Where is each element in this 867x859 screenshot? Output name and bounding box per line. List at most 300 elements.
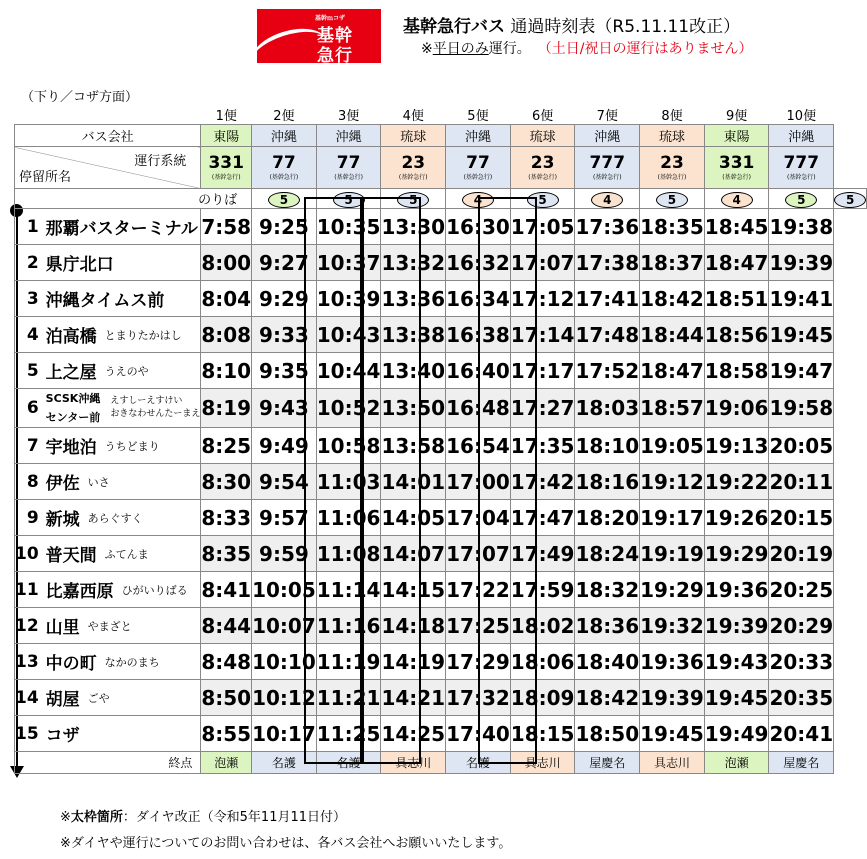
departure-time: 11:25 — [316, 716, 381, 752]
route-number-cell — [704, 147, 769, 189]
departure-time: 11:08 — [316, 536, 381, 572]
route-number-cell — [446, 147, 511, 189]
stop-number — [15, 716, 42, 752]
departure-time: 20:19 — [769, 536, 834, 572]
trip-number: 8便 — [640, 105, 705, 125]
departure-time: 18:51 — [704, 281, 769, 317]
stop-number — [15, 500, 42, 536]
bus-company: 東陽 — [201, 125, 252, 147]
departure-time: 10:44 — [316, 353, 381, 389]
departure-time: 20:25 — [769, 572, 834, 608]
stop-name: 那覇バスターミナル — [45, 219, 198, 239]
departure-time: 17:25 — [446, 608, 511, 644]
departure-time: 9:27 — [252, 245, 317, 281]
terminus: 名護 — [252, 752, 317, 774]
stop-name: 上之屋 — [45, 363, 97, 383]
departure-time: 13:40 — [381, 353, 446, 389]
departure-time: 13:58 — [381, 428, 446, 464]
stop-number — [15, 245, 42, 281]
departure-time: 19:26 — [704, 500, 769, 536]
route-type: (基幹急行) — [334, 173, 363, 181]
stop-name-cell — [42, 428, 201, 464]
departure-time: 18:15 — [510, 716, 575, 752]
route-number-cell — [510, 147, 575, 189]
note-revision-text: ：ダイヤ改正（令和5年11月11日付） — [122, 810, 347, 825]
route-number-cell — [201, 147, 252, 189]
departure-time: 14:25 — [381, 716, 446, 752]
platform-badge: 5 — [333, 192, 365, 208]
stop-number-text: 10 — [15, 543, 39, 564]
departure-time: 20:33 — [769, 644, 834, 680]
stop-kana: ひがいりばる — [121, 583, 188, 597]
departure-time: 17:04 — [446, 500, 511, 536]
departure-time: 19:32 — [640, 608, 705, 644]
trip-number: 9便 — [704, 105, 769, 125]
terminus: 具志川 — [381, 752, 446, 774]
stop-name-cell — [42, 536, 201, 572]
stop-name: SCSK沖縄 — [45, 392, 101, 405]
departure-time: 19:43 — [704, 644, 769, 680]
stop-name-cell — [42, 572, 201, 608]
route-label: 運行系統 — [134, 154, 187, 169]
stop-kana-line2: おきなわせんたーまえ — [110, 409, 201, 419]
stop-row — [14, 680, 867, 716]
departure-time: 8:41 — [201, 572, 252, 608]
stop-name: 胡屋 — [45, 690, 80, 710]
stop-row — [14, 245, 867, 281]
route-number: 23 — [660, 152, 684, 173]
route-row — [14, 147, 867, 189]
departure-time: 14:07 — [381, 536, 446, 572]
note-revision — [60, 806, 346, 825]
departure-time: 19:47 — [769, 353, 834, 389]
route-number: 331 — [718, 152, 755, 173]
departure-time: 20:11 — [769, 464, 834, 500]
trip-number: 10便 — [769, 105, 834, 125]
departure-time: 8:55 — [201, 716, 252, 752]
departure-time: 17:22 — [446, 572, 511, 608]
stop-row — [14, 500, 867, 536]
stop-name: 伊佐 — [45, 474, 80, 494]
page-subtitle — [421, 38, 752, 58]
subtitle-holiday-note: （土日/祝日の運行はありません） — [544, 41, 753, 57]
note-contact: ※ダイヤや運行についてのお問い合わせは、各バス会社へお願いいたします。 — [60, 836, 512, 851]
stop-row — [14, 428, 867, 464]
departure-time: 17:35 — [510, 428, 575, 464]
platform-badge: 5 — [656, 192, 688, 208]
stop-name-cell — [42, 716, 201, 752]
departure-time: 16:48 — [446, 389, 511, 428]
departure-time: 17:12 — [510, 281, 575, 317]
departure-time: 8:08 — [201, 317, 252, 353]
stop-row — [14, 317, 867, 353]
stop-name: 県庁北口 — [45, 255, 114, 275]
departure-time: 14:21 — [381, 680, 446, 716]
departure-time: 18:32 — [575, 572, 640, 608]
note-bold-frame: 太枠箇所 — [70, 810, 123, 825]
route-number-cell — [575, 147, 640, 189]
stop-number-text: 11 — [15, 579, 39, 600]
stop-kana: ごや — [87, 691, 110, 705]
stop-kana: えすしーえすけい — [110, 396, 183, 406]
route-type: (基幹急行) — [592, 173, 622, 181]
bus-company-row — [14, 125, 867, 147]
stop-name: 中の町 — [45, 654, 97, 674]
route-type: (基幹急行) — [211, 173, 241, 181]
bus-company: 琉球 — [640, 125, 705, 147]
departure-time: 11:21 — [316, 680, 381, 716]
departure-time: 18:24 — [575, 536, 640, 572]
departure-time: 17:17 — [510, 353, 575, 389]
departure-time: 10:05 — [252, 572, 317, 608]
platform-cell — [834, 189, 867, 209]
route-type: (基幹急行) — [786, 173, 816, 181]
departure-time: 20:35 — [769, 680, 834, 716]
departure-time: 8:33 — [201, 500, 252, 536]
departure-time: 17:05 — [510, 209, 575, 245]
departure-time: 17:47 — [510, 500, 575, 536]
stop-number — [15, 281, 42, 317]
stop-row — [14, 281, 867, 317]
departure-time: 8:44 — [201, 608, 252, 644]
departure-time: 8:35 — [201, 536, 252, 572]
stop-name: 泊高橋 — [45, 327, 97, 347]
platform-badge: 4 — [721, 192, 753, 208]
platform-badge: 5 — [834, 192, 866, 208]
timetable — [14, 105, 867, 774]
departure-time: 8:19 — [201, 389, 252, 428]
bus-company: 沖縄 — [446, 125, 511, 147]
departure-time: 18:37 — [640, 245, 705, 281]
stop-row — [14, 716, 867, 752]
departure-time: 8:00 — [201, 245, 252, 281]
stop-kana: なかのまち — [104, 655, 160, 669]
route-number: 77 — [466, 152, 490, 173]
departure-time: 10:35 — [316, 209, 381, 245]
departure-time: 18:16 — [575, 464, 640, 500]
departure-time: 19:13 — [704, 428, 769, 464]
stop-number-text: 8 — [26, 471, 39, 492]
departure-time: 17:00 — [446, 464, 511, 500]
departure-time: 19:58 — [769, 389, 834, 428]
departure-time: 18:06 — [510, 644, 575, 680]
bus-company: 琉球 — [510, 125, 575, 147]
departure-time: 18:47 — [640, 353, 705, 389]
stop-name: 新城 — [45, 510, 80, 530]
departure-time: 11:19 — [316, 644, 381, 680]
departure-time: 10:10 — [252, 644, 317, 680]
stop-number — [15, 608, 42, 644]
departure-time: 18:45 — [704, 209, 769, 245]
platform-cell — [575, 189, 640, 209]
departure-time: 14:19 — [381, 644, 446, 680]
trip-number: 3便 — [316, 105, 381, 125]
departure-time: 19:05 — [640, 428, 705, 464]
stop-row — [14, 389, 867, 428]
departure-time: 19:38 — [769, 209, 834, 245]
route-type: (基幹急行) — [398, 173, 428, 181]
departure-time: 19:39 — [704, 608, 769, 644]
stop-row — [14, 644, 867, 680]
departure-time: 19:49 — [704, 716, 769, 752]
route-number: 23 — [401, 152, 426, 173]
departure-time: 19:29 — [640, 572, 705, 608]
departure-time: 18:42 — [575, 680, 640, 716]
departure-time: 9:43 — [252, 389, 317, 428]
stop-number-text: 12 — [15, 615, 39, 636]
stop-kana: ふてんま — [104, 547, 149, 561]
stop-name: 普天間 — [45, 546, 97, 566]
trip-number: 7便 — [575, 105, 640, 125]
route-number-cell — [316, 147, 381, 189]
stop-name-cell — [42, 644, 201, 680]
route-type: (基幹急行) — [463, 173, 493, 181]
stop-kana: やまざと — [87, 619, 132, 633]
bus-company: 沖縄 — [316, 125, 381, 147]
stop-kana: いさ — [87, 475, 110, 489]
platform-badge: 5 — [785, 192, 817, 208]
bus-company: 沖縄 — [252, 125, 317, 147]
departure-time: 18:35 — [640, 209, 705, 245]
logo-small-text: 基幹ｍコザ — [315, 15, 346, 22]
departure-time: 19:41 — [769, 281, 834, 317]
platform-cell — [640, 189, 705, 209]
stop-name-line2: センター前 — [45, 411, 101, 424]
stop-row — [14, 464, 867, 500]
route-number: 777 — [589, 152, 626, 173]
route-number: 77 — [336, 152, 361, 173]
stop-number — [15, 680, 42, 716]
route-type: (基幹急行) — [657, 173, 687, 181]
departure-time: 8:10 — [201, 353, 252, 389]
departure-time: 13:32 — [381, 245, 446, 281]
stop-number-text: 2 — [26, 252, 39, 273]
platform-label-text: のりば — [198, 193, 238, 208]
stop-row — [14, 353, 867, 389]
platform-cell — [769, 189, 834, 209]
subtitle-suffix: 運行。 — [488, 41, 531, 57]
departure-time: 20:05 — [769, 428, 834, 464]
departure-time: 18:56 — [704, 317, 769, 353]
stop-number — [15, 644, 42, 680]
departure-time: 8:48 — [201, 644, 252, 680]
stop-number-text: 14 — [15, 687, 39, 708]
terminus: 泡瀬 — [704, 752, 769, 774]
departure-time: 18:09 — [510, 680, 575, 716]
departure-time: 18:03 — [575, 389, 640, 428]
kikan-kyuko-logo — [257, 9, 381, 66]
bus-company: 沖縄 — [769, 125, 834, 147]
stop-number — [15, 536, 42, 572]
stop-number — [15, 353, 42, 389]
departure-time: 18:47 — [704, 245, 769, 281]
departure-time: 11:06 — [316, 500, 381, 536]
departure-time: 18:58 — [704, 353, 769, 389]
departure-time: 18:10 — [575, 428, 640, 464]
stop-name-cell — [42, 500, 201, 536]
stop-number — [15, 428, 42, 464]
platform-badge: 4 — [591, 192, 623, 208]
stop-name-cell — [42, 245, 201, 281]
departure-time: 17:49 — [510, 536, 575, 572]
departure-time: 16:54 — [446, 428, 511, 464]
stop-row — [14, 572, 867, 608]
stop-row — [14, 209, 867, 245]
title-bold: 基幹急行バス — [403, 17, 505, 37]
stop-name: 比嘉西原 — [45, 582, 114, 602]
terminus: 具志川 — [640, 752, 705, 774]
departure-time: 10:17 — [252, 716, 317, 752]
departure-time: 17:42 — [510, 464, 575, 500]
platform-badge: 5 — [527, 192, 559, 208]
departure-time: 14:01 — [381, 464, 446, 500]
subtitle-prefix: ※ — [421, 41, 433, 57]
departure-time: 14:05 — [381, 500, 446, 536]
route-type: (基幹急行) — [722, 173, 751, 181]
trip-number: 5便 — [446, 105, 511, 125]
departure-time: 18:42 — [640, 281, 705, 317]
terminus: 泡瀬 — [201, 752, 252, 774]
departure-time: 16:32 — [446, 245, 511, 281]
stop-number — [15, 317, 42, 353]
departure-time: 19:19 — [640, 536, 705, 572]
departure-time: 17:38 — [575, 245, 640, 281]
departure-time: 18:20 — [575, 500, 640, 536]
stop-name: 山里 — [45, 618, 80, 638]
departure-time: 7:58 — [201, 209, 252, 245]
corner-blank — [14, 105, 201, 125]
terminus-row — [14, 752, 867, 774]
bus-company-label: バス会社 — [15, 125, 201, 147]
route-number-cell — [769, 147, 834, 189]
departure-time: 10:52 — [316, 389, 381, 428]
departure-time: 11:14 — [316, 572, 381, 608]
departure-time: 17:36 — [575, 209, 640, 245]
note-prefix: ※ — [60, 810, 71, 825]
departure-time: 18:50 — [575, 716, 640, 752]
logo-text-1: 基幹 — [317, 26, 353, 46]
terminus: 名護 — [446, 752, 511, 774]
route-number: 23 — [530, 152, 555, 173]
page-title — [403, 12, 740, 37]
route-number-cell — [640, 147, 705, 189]
departure-time: 16:40 — [446, 353, 511, 389]
stop-number-text: 4 — [26, 324, 39, 345]
stop-kana: うえのや — [104, 364, 149, 378]
bus-company: 東陽 — [704, 125, 769, 147]
platform-badge: 4 — [462, 192, 494, 208]
departure-time: 17:59 — [510, 572, 575, 608]
stop-number-text: 6 — [26, 398, 39, 418]
departure-time: 17:07 — [446, 536, 511, 572]
departure-time: 19:22 — [704, 464, 769, 500]
stop-number — [15, 209, 42, 245]
departure-time: 19:29 — [704, 536, 769, 572]
stop-name-cell — [42, 680, 201, 716]
departure-time: 17:52 — [575, 353, 640, 389]
platform-cell — [316, 189, 381, 209]
stop-number-text: 5 — [26, 360, 39, 381]
trip-number-row — [14, 105, 867, 125]
departure-time: 8:25 — [201, 428, 252, 464]
terminus: 屋慶名 — [575, 752, 640, 774]
departure-time: 18:36 — [575, 608, 640, 644]
route-number: 331 — [208, 152, 244, 173]
trip-number: 6便 — [510, 105, 575, 125]
departure-time: 17:32 — [446, 680, 511, 716]
stop-kana-lines — [100, 395, 200, 421]
stop-name-cell — [42, 317, 201, 353]
departure-time: 19:36 — [640, 644, 705, 680]
departure-time: 13:36 — [381, 281, 446, 317]
stop-number — [15, 389, 42, 428]
platform-badge: 5 — [268, 192, 300, 208]
departure-time: 9:57 — [252, 500, 317, 536]
stop-row — [14, 608, 867, 644]
terminus: 屋慶名 — [769, 752, 834, 774]
departure-time: 8:30 — [201, 464, 252, 500]
stop-name: 宇地泊 — [45, 438, 97, 458]
departure-time: 10:58 — [316, 428, 381, 464]
stop-kana: とまりたかはし — [104, 328, 182, 342]
direction-label: （下り／コザ方面） — [21, 90, 139, 105]
terminus: 具志川 — [510, 752, 575, 774]
departure-time: 10:43 — [316, 317, 381, 353]
departure-time: 8:04 — [201, 281, 252, 317]
departure-time: 18:40 — [575, 644, 640, 680]
trip-number: 1便 — [201, 105, 252, 125]
title-rest: 通過時刻表（R5.11.11改正） — [510, 17, 741, 37]
stop-number-text: 3 — [26, 288, 39, 309]
departure-time: 17:29 — [446, 644, 511, 680]
platform-row — [14, 189, 867, 209]
stop-name-cell — [42, 209, 201, 245]
departure-time: 9:59 — [252, 536, 317, 572]
platform-cell — [252, 189, 317, 209]
stop-number-text: 9 — [26, 507, 39, 528]
departure-time: 10:12 — [252, 680, 317, 716]
departure-time: 9:54 — [252, 464, 317, 500]
departure-time: 20:41 — [769, 716, 834, 752]
departure-time: 18:57 — [640, 389, 705, 428]
stop-number — [15, 464, 42, 500]
departure-time: 19:39 — [769, 245, 834, 281]
stop-name-lines — [42, 389, 101, 427]
terminus: 名護 — [316, 752, 381, 774]
departure-time: 10:39 — [316, 281, 381, 317]
departure-time: 10:07 — [252, 608, 317, 644]
departure-time: 10:37 — [316, 245, 381, 281]
trip-number: 4便 — [381, 105, 446, 125]
stop-name: 沖縄タイムス前 — [45, 291, 165, 311]
departure-time: 9:29 — [252, 281, 317, 317]
departure-time: 19:39 — [640, 680, 705, 716]
platform-cell — [381, 189, 446, 209]
platform-label — [15, 189, 252, 209]
departure-time: 17:48 — [575, 317, 640, 353]
stop-name-cell — [42, 281, 201, 317]
stop-number-text: 7 — [26, 435, 39, 456]
departure-time: 18:44 — [640, 317, 705, 353]
departure-time: 16:38 — [446, 317, 511, 353]
departure-time: 19:36 — [704, 572, 769, 608]
departure-time: 9:49 — [252, 428, 317, 464]
route-header — [15, 147, 201, 189]
departure-time: 19:12 — [640, 464, 705, 500]
stop-row — [14, 536, 867, 572]
departure-time: 9:35 — [252, 353, 317, 389]
trip-number: 2便 — [252, 105, 317, 125]
